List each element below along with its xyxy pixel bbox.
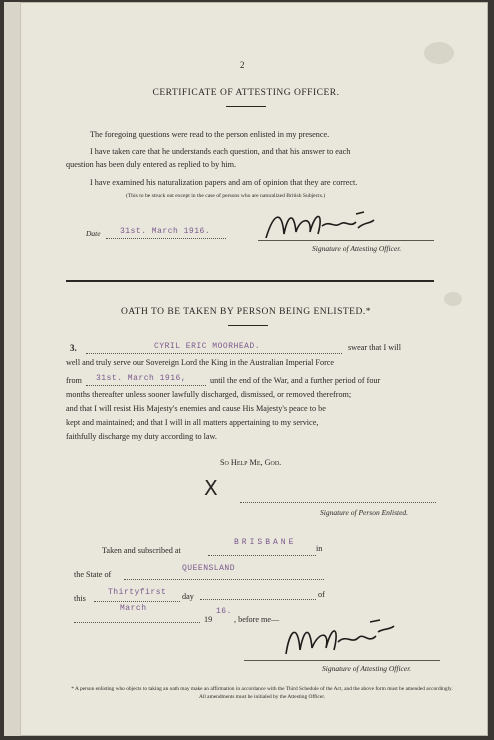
officer-signature-caption: Signature of Attesting Officer. bbox=[312, 244, 402, 253]
naturalization-note: (This to be struck out except in the case of persons who are naturalized British Subjects.) bbox=[126, 193, 326, 199]
officer-signature-line bbox=[258, 240, 434, 241]
certificate-title: CERTIFICATE OF ATTESTING OFFICER. bbox=[152, 88, 340, 98]
day-label: day bbox=[182, 592, 194, 601]
state-label: the State of bbox=[74, 570, 112, 579]
oath-line-7: faithfully discharge my duty according to law. bbox=[66, 432, 217, 441]
certificate-line-3: I have examined his naturalization papers and am of opinion that they are correct. bbox=[90, 178, 358, 187]
year-prefix: 19 bbox=[204, 615, 213, 624]
date-label: Date bbox=[86, 229, 101, 238]
title-underline bbox=[226, 106, 266, 107]
month-value: March bbox=[120, 604, 147, 613]
paper-stain bbox=[444, 292, 462, 306]
date-line bbox=[106, 238, 226, 239]
oath-line-3: until the end of the War, and a further period of four bbox=[210, 376, 381, 385]
oath-number: 3. bbox=[70, 343, 77, 353]
oath-from-date: 31st. March 1916, bbox=[96, 374, 187, 383]
attesting-officer-signature-2 bbox=[278, 614, 398, 662]
page-number: 2 bbox=[240, 60, 245, 70]
from-date-line bbox=[86, 385, 206, 386]
oath-line-5: and that I will resist His Majesty's enemies and cause His Majesty's peace to be bbox=[66, 404, 326, 413]
month-line bbox=[74, 622, 200, 623]
in-label: in bbox=[316, 544, 323, 553]
oath-swear: swear that I will bbox=[348, 343, 401, 352]
certificate-line-1: The foregoing questions were read to the person enlisted in my presence. bbox=[90, 130, 330, 139]
certificate-line-2b: question has been duly entered as replied to by him. bbox=[66, 160, 237, 169]
enlistee-mark: X bbox=[204, 476, 218, 500]
oath-line-4: months thereafter unless sooner lawfully discharged, dismissed, or removed therefrom; bbox=[66, 390, 352, 399]
date-value: 31st. March 1916. bbox=[120, 227, 211, 236]
so-help-me-god: So Help Me, God. bbox=[220, 458, 282, 467]
of-line bbox=[200, 599, 316, 600]
attesting-officer-signature-1 bbox=[260, 204, 380, 244]
state-line bbox=[124, 579, 324, 580]
oath-line-2: well and truly serve our Sovereign Lord the King in the Australian Imperial Force bbox=[66, 358, 335, 367]
oath-title: OATH TO BE TAKEN BY PERSON BEING ENLISTED.* bbox=[121, 307, 371, 317]
place-line bbox=[208, 555, 316, 556]
this-label: this bbox=[74, 594, 86, 603]
certificate-line-2a: I have taken care that he understands each question, and that his answer to each bbox=[90, 147, 351, 156]
enlistee-name: CYRIL ERIC MOORHEAD. bbox=[154, 342, 261, 351]
section-divider bbox=[66, 280, 434, 282]
paper-stain bbox=[424, 42, 454, 64]
attestation-page bbox=[4, 2, 488, 736]
oath-title-underline bbox=[228, 325, 268, 326]
taken-label: Taken and subscribed at bbox=[102, 546, 181, 555]
of-label: of bbox=[318, 590, 325, 599]
officer-signature-caption-2: Signature of Attesting Officer. bbox=[322, 664, 412, 673]
name-line bbox=[86, 353, 342, 354]
affirmation-footnote: * A person enlisting who objects to taking an oath may make an affirmation in accordance with the Third Schedule of the Act, and the above form must be amended accordingly. All amendments must be initialed by the Attesting Officer. bbox=[71, 686, 453, 700]
place-value: BRISBANE bbox=[234, 538, 297, 547]
officer-signature-line-2 bbox=[244, 660, 440, 661]
person-signature-caption: Signature of Person Enlisted. bbox=[320, 508, 409, 517]
year-value: 16. bbox=[216, 607, 232, 616]
day-value: Thirtyfirst bbox=[108, 588, 167, 597]
oath-line-6: kept and maintained; and that I will in all matters appertaining to my service, bbox=[66, 418, 319, 427]
binding-tape bbox=[4, 2, 21, 736]
before-me-label: , before me— bbox=[234, 615, 280, 624]
oath-from-label: from bbox=[66, 376, 82, 385]
state-value: QUEENSLAND bbox=[182, 564, 236, 573]
person-signature-line bbox=[240, 502, 436, 503]
